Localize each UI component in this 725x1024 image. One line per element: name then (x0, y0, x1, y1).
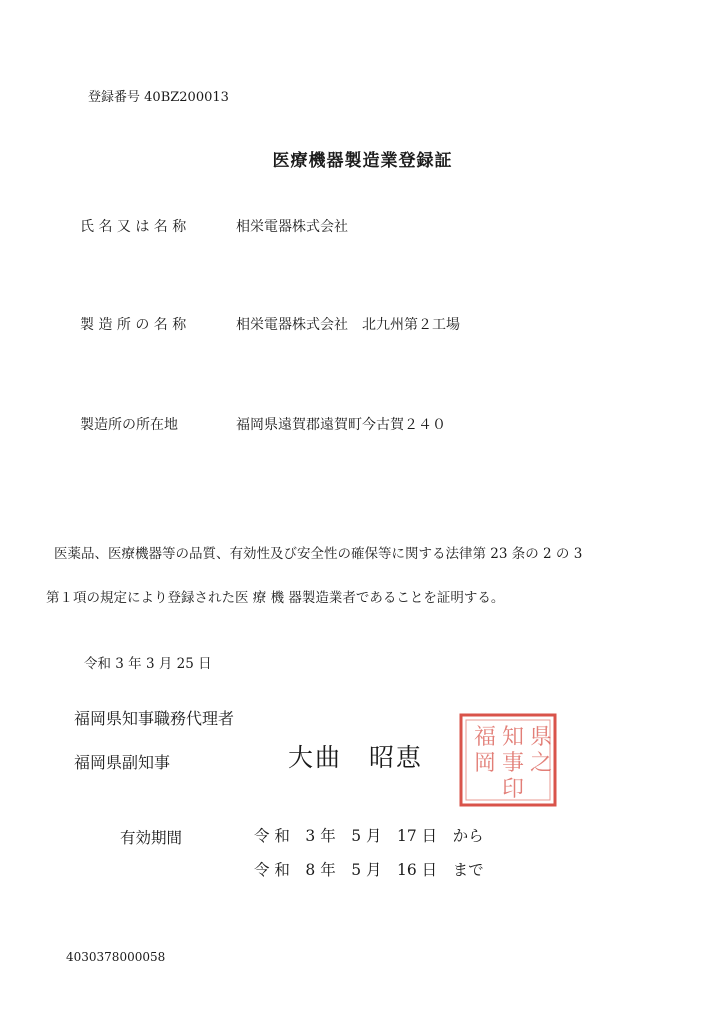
issue-date: 令和 3 年 3 月 25 日 (84, 656, 212, 672)
field-value-facility-address: 福岡県遠賀郡遠賀町今古賀２４０ (236, 417, 446, 433)
statement-line-1: 医薬品、医療機器等の品質、有効性及び安全性の確保等に関する法律第 23 条の 2 の 3 (54, 546, 583, 562)
statement-line-2: 第１項の規定により登録された医 療 機 器製造業者であることを証明する。 (46, 590, 505, 606)
field-value-facility-name: 相栄電器株式会社 北九州第２工場 (236, 317, 460, 333)
field-label-facility-address: 製造所の所在地 (80, 417, 178, 433)
svg-text:之: 之 (530, 751, 553, 776)
field-label-facility-name: 製 造 所 の 名 称 (80, 317, 187, 333)
svg-text:知: 知 (502, 725, 525, 750)
registration-value: 40BZ200013 (144, 90, 229, 105)
official-seal (458, 712, 558, 808)
svg-text:岡: 岡 (474, 751, 497, 776)
issuer-position: 福岡県副知事 (74, 753, 171, 772)
registration-label: 登録番号 (88, 90, 141, 105)
field-label-name: 氏 名 又 は 名 称 (80, 219, 187, 235)
field-value-name: 相栄電器株式会社 (236, 219, 348, 235)
validity-to: 令 和 8 年 5 月 16 日 まで (254, 861, 484, 879)
svg-text:事: 事 (502, 751, 525, 776)
validity-from: 令 和 3 年 5 月 17 日 から (254, 827, 484, 845)
validity-label: 有効期間 (120, 829, 183, 847)
svg-text:印: 印 (502, 777, 525, 802)
registration-number (88, 86, 229, 105)
document-title: 医療機器製造業登録証 (272, 151, 453, 171)
issuer-title: 福岡県知事職務代理者 (74, 709, 235, 728)
document-number: 4030378000058 (66, 950, 166, 964)
svg-text:福: 福 (474, 725, 497, 750)
issuer-signature: 大曲 昭恵 (288, 743, 424, 772)
svg-text:県: 県 (530, 725, 553, 750)
